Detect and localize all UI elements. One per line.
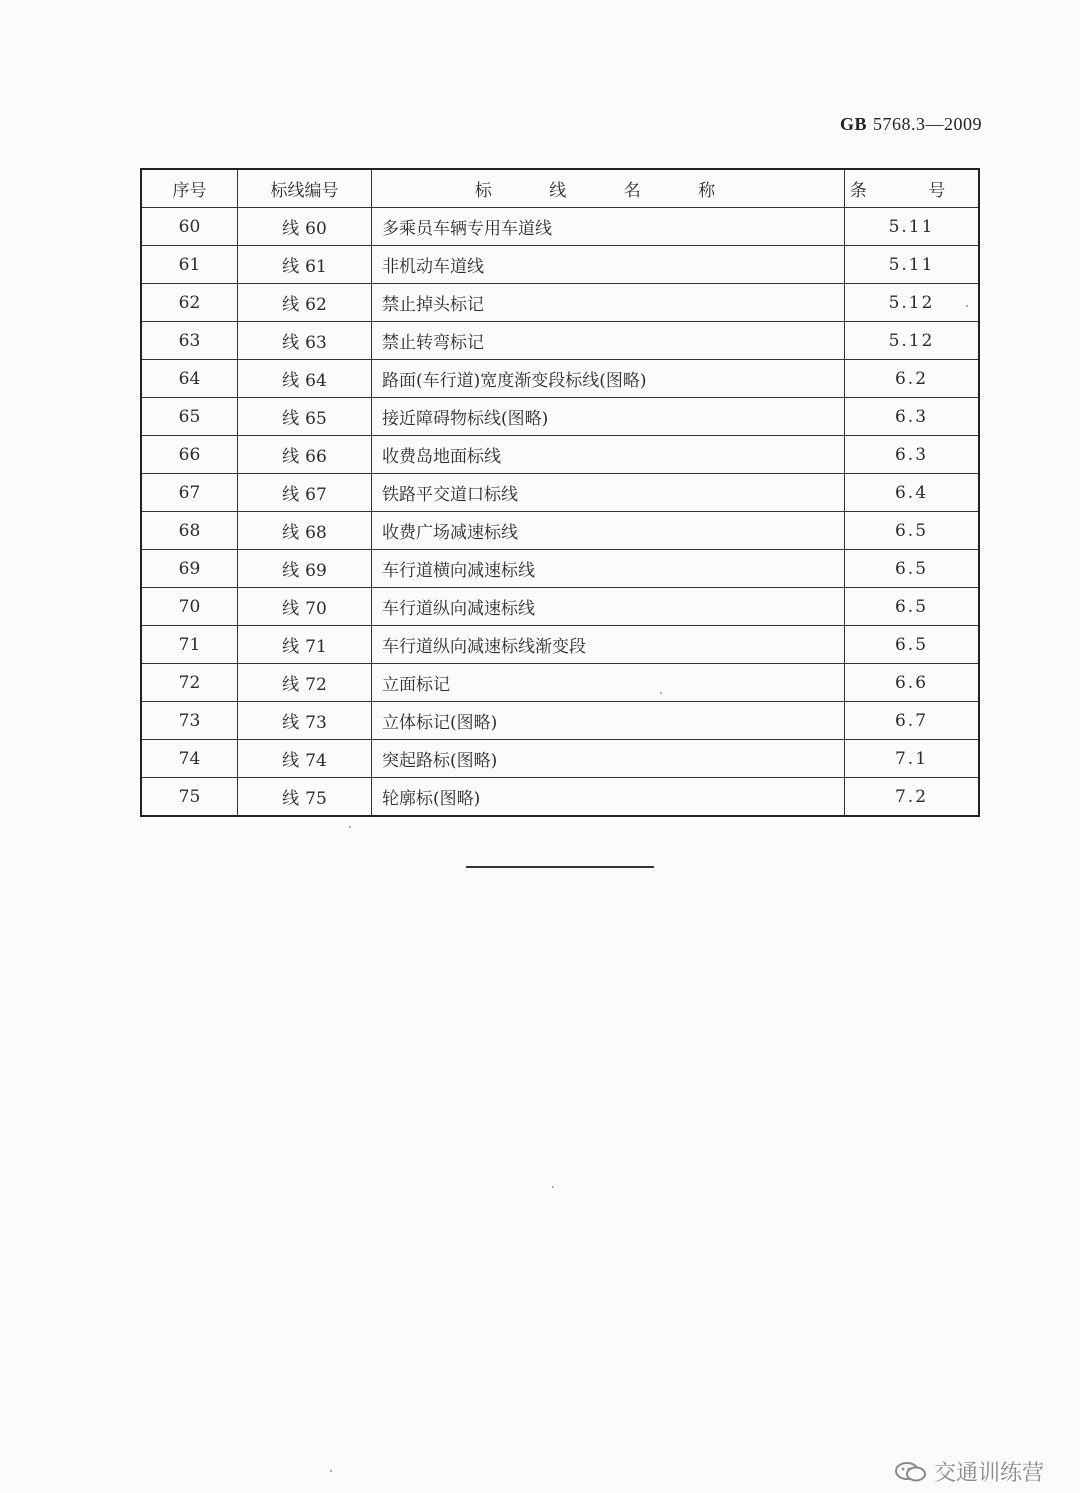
cell-clause: 7.2: [845, 778, 980, 817]
cell-clause: 6.5: [845, 550, 980, 588]
cell-name: 非机动车道线: [372, 246, 845, 284]
cell-code-number: 61: [305, 257, 327, 277]
cell-code-number: 75: [305, 789, 327, 809]
cell-name: 多乘员车辆专用车道线: [372, 208, 845, 246]
cell-seq: 75: [141, 778, 238, 817]
table-row: [141, 512, 979, 550]
cell-clause: 5.12: [845, 284, 980, 322]
watermark-text: 交通训练营: [933, 1461, 1044, 1486]
cell-code-prefix: 线: [282, 561, 300, 581]
table-row: [141, 246, 979, 284]
table-body: [141, 208, 979, 817]
cell-code: [238, 664, 372, 702]
column-header-seq: 序号: [141, 169, 238, 208]
cell-seq: 64: [141, 360, 238, 398]
cell-code-number: 72: [305, 675, 327, 695]
cell-seq: 60: [141, 208, 238, 246]
column-header-code: 标线编号: [238, 169, 372, 208]
cell-seq: 72: [141, 664, 238, 702]
cell-code-number: 63: [305, 333, 327, 353]
cell-name: 收费广场减速标线: [372, 512, 845, 550]
cell-seq: 67: [141, 474, 238, 512]
cell-seq: 65: [141, 398, 238, 436]
table-row: [141, 436, 979, 474]
scan-speck: [966, 305, 968, 307]
cell-code: [238, 360, 372, 398]
cell-code-prefix: 线: [282, 713, 300, 733]
table-row: [141, 588, 979, 626]
cell-clause: 6.6: [845, 664, 980, 702]
cell-code-number: 64: [305, 371, 327, 391]
cell-code-number: 69: [305, 561, 327, 581]
column-header-name: 标 线 名 称: [372, 169, 845, 208]
cell-code: [238, 550, 372, 588]
cell-seq: 73: [141, 702, 238, 740]
cell-code-number: 65: [305, 409, 327, 429]
cell-name: 车行道纵向减速标线渐变段: [372, 626, 845, 664]
standard-number: 5768.3—2009: [873, 114, 982, 134]
cell-code-number: 73: [305, 713, 327, 733]
table-row: [141, 398, 979, 436]
cell-name: 禁止掉头标记: [372, 284, 845, 322]
cell-code: [238, 436, 372, 474]
cell-code: [238, 474, 372, 512]
header-row: [141, 169, 979, 208]
cell-code-number: 71: [305, 637, 327, 657]
wechat-icon: [894, 1461, 928, 1483]
cell-name: 车行道纵向减速标线: [372, 588, 845, 626]
cell-seq: 66: [141, 436, 238, 474]
cell-code: [238, 208, 372, 246]
end-divider: [466, 866, 654, 868]
table-row: [141, 208, 979, 246]
markings-table: [140, 168, 980, 817]
cell-name: 车行道横向减速标线: [372, 550, 845, 588]
cell-name: 突起路标(图略): [372, 740, 845, 778]
cell-name: 禁止转弯标记: [372, 322, 845, 360]
cell-code-prefix: 线: [282, 447, 300, 467]
cell-code: [238, 588, 372, 626]
cell-code-prefix: 线: [282, 295, 300, 315]
cell-seq: 71: [141, 626, 238, 664]
table-row: [141, 550, 979, 588]
table-row: [141, 322, 979, 360]
cell-clause: 6.5: [845, 588, 980, 626]
cell-seq: 74: [141, 740, 238, 778]
cell-code-number: 68: [305, 523, 327, 543]
cell-code-prefix: 线: [282, 751, 300, 771]
cell-code-prefix: 线: [282, 371, 300, 391]
table-row: [141, 664, 979, 702]
cell-name: 立面标记: [372, 664, 845, 702]
cell-code: [238, 322, 372, 360]
standard-code: [840, 114, 982, 135]
cell-code: [238, 246, 372, 284]
column-header-clause: 条 号: [845, 169, 980, 208]
cell-code: [238, 284, 372, 322]
table-row: [141, 778, 979, 817]
cell-name: 立体标记(图略): [372, 702, 845, 740]
cell-name: 铁路平交道口标线: [372, 474, 845, 512]
cell-code: [238, 702, 372, 740]
cell-clause: 5.11: [845, 246, 980, 284]
scan-speck: [660, 692, 662, 694]
scan-speck: [552, 1186, 554, 1188]
cell-name: 收费岛地面标线: [372, 436, 845, 474]
cell-clause: 6.5: [845, 626, 980, 664]
cell-seq: 63: [141, 322, 238, 360]
cell-seq: 62: [141, 284, 238, 322]
cell-code: [238, 626, 372, 664]
cell-name: 接近障碍物标线(图略): [372, 398, 845, 436]
cell-code-prefix: 线: [282, 257, 300, 277]
cell-code: [238, 512, 372, 550]
cell-code-prefix: 线: [282, 599, 300, 619]
scan-speck: [330, 1470, 332, 1472]
table-row: [141, 474, 979, 512]
cell-name: 轮廓标(图略): [372, 778, 845, 817]
cell-code-prefix: 线: [282, 675, 300, 695]
cell-code-prefix: 线: [282, 523, 300, 543]
cell-clause: 6.7: [845, 702, 980, 740]
cell-code-number: 67: [305, 485, 327, 505]
table-row: [141, 740, 979, 778]
scan-speck: [349, 826, 351, 828]
standard-prefix: GB: [839, 114, 867, 134]
cell-code-prefix: 线: [282, 333, 300, 353]
cell-code-number: 62: [305, 295, 327, 315]
cell-code: [238, 398, 372, 436]
cell-code-number: 74: [305, 751, 327, 771]
table-row: [141, 360, 979, 398]
cell-clause: 6.2: [845, 360, 980, 398]
cell-clause: 7.1: [845, 740, 980, 778]
cell-name: 路面(车行道)宽度渐变段标线(图略): [372, 360, 845, 398]
cell-code-prefix: 线: [282, 789, 300, 809]
cell-code: [238, 778, 372, 817]
cell-clause: 5.12: [845, 322, 980, 360]
watermark: [894, 1456, 1044, 1487]
cell-clause: 6.4: [845, 474, 980, 512]
cell-seq: 69: [141, 550, 238, 588]
cell-clause: 5.11: [845, 208, 980, 246]
cell-seq: 61: [141, 246, 238, 284]
cell-clause: 6.3: [845, 398, 980, 436]
cell-seq: 68: [141, 512, 238, 550]
table-row: [141, 284, 979, 322]
table-header: [141, 169, 979, 208]
cell-code-prefix: 线: [282, 219, 300, 239]
cell-clause: 6.5: [845, 512, 980, 550]
cell-code-prefix: 线: [282, 409, 300, 429]
cell-seq: 70: [141, 588, 238, 626]
cell-code-prefix: 线: [282, 485, 300, 505]
cell-code: [238, 740, 372, 778]
cell-code-number: 70: [305, 599, 327, 619]
table-row: [141, 626, 979, 664]
cell-code-prefix: 线: [282, 637, 300, 657]
cell-clause: 6.3: [845, 436, 980, 474]
cell-code-number: 60: [305, 219, 327, 239]
table-row: [141, 702, 979, 740]
cell-code-number: 66: [305, 447, 327, 467]
